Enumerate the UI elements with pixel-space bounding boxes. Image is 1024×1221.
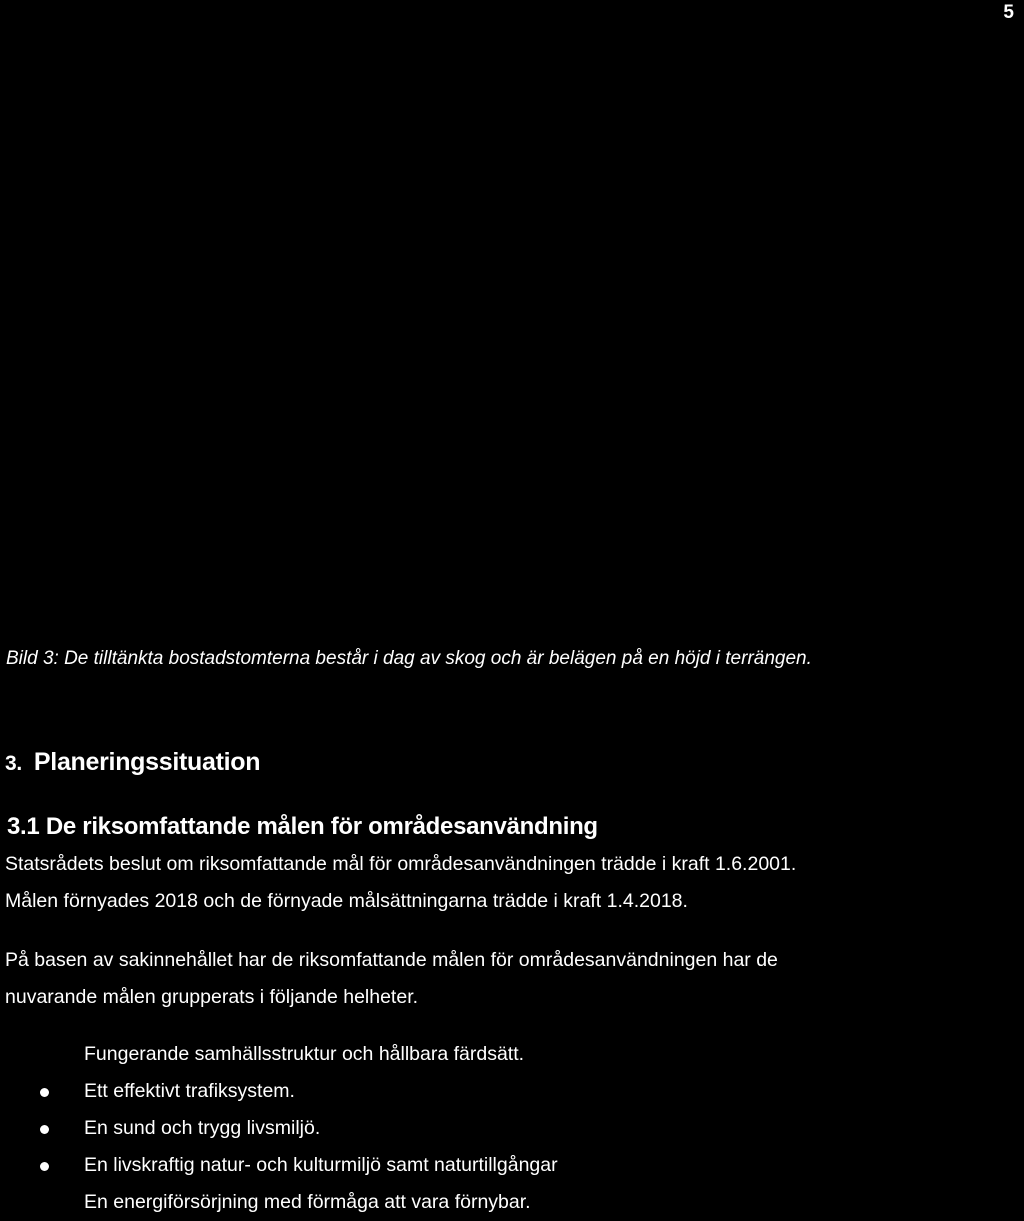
section-title: Planeringssituation	[33, 748, 261, 776]
subsection-heading: 3.1 De riksomfattande målen för områdesanvändning	[7, 813, 598, 840]
goals-list	[0, 1036, 1024, 1221]
paragraph-grouping	[5, 942, 778, 1016]
list-item-text: En energiförsörjning med förmåga att vara förnybar.	[84, 1191, 531, 1213]
list-item	[0, 1184, 1024, 1221]
bullet-icon	[40, 1162, 49, 1171]
paragraph-line: Målen förnyades 2018 och de förnyade målsättningarna trädde i kraft 1.4.2018.	[5, 890, 688, 912]
bullet-icon	[40, 1125, 49, 1134]
list-item-text: En livskraftig natur- och kulturmiljö samt naturtillgångar	[84, 1154, 558, 1176]
section-number: 3.	[5, 752, 22, 775]
section-heading	[5, 748, 260, 777]
list-item-text: En sund och trygg livsmiljö.	[84, 1117, 321, 1139]
paragraph-line: nuvarande målen grupperats i följande helheter.	[5, 986, 419, 1008]
list-item	[0, 1110, 1024, 1147]
paragraph-line: På basen av sakinnehållet har de riksomfattande målen för områdesanvändningen har de	[5, 949, 778, 971]
bullet-icon	[40, 1088, 49, 1097]
paragraph-line: Statsrådets beslut om riksomfattande mål för områdesanvändningen trädde i kraft 1.6.2001.	[5, 853, 797, 875]
paragraph-decision	[5, 846, 796, 920]
list-item	[0, 1036, 1024, 1073]
page-number: 5	[1003, 2, 1014, 23]
list-item-text: Ett effektivt trafiksystem.	[84, 1080, 295, 1102]
list-item	[0, 1073, 1024, 1110]
list-item-text: Fungerande samhällsstruktur och hållbara färdsätt.	[84, 1043, 525, 1065]
image-caption: Bild 3: De tilltänkta bostadstomterna består i dag av skog och är belägen på en höjd i terrängen.	[6, 648, 812, 669]
list-item	[0, 1147, 1024, 1184]
